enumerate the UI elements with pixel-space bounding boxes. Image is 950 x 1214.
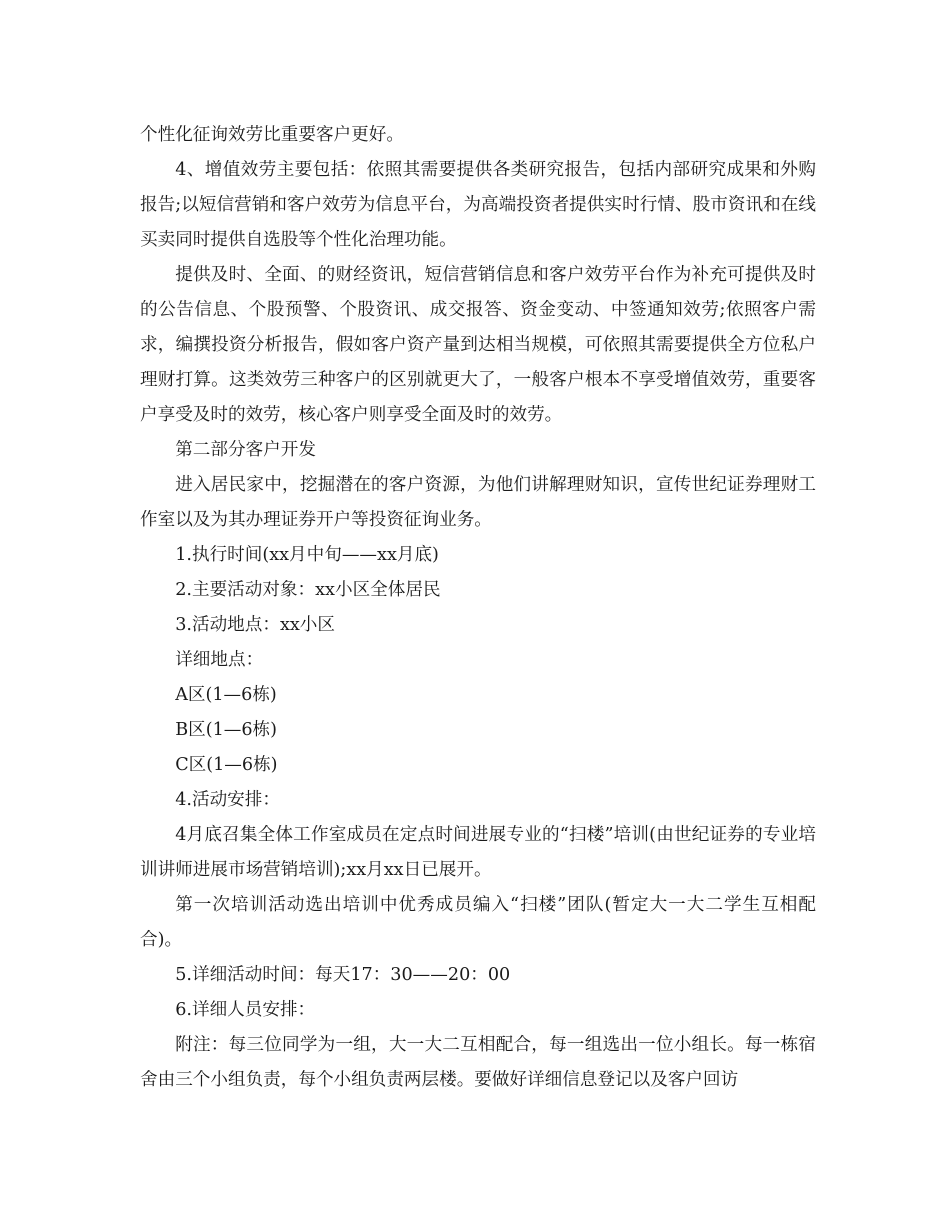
paragraph: A区(1—6栋) bbox=[175, 685, 277, 705]
paragraph: 1.执行时间(xx月中旬——xx月底) bbox=[175, 545, 439, 565]
paragraph: 进入居民家中，挖掘潜在的客户资源，为他们讲解理财知识，宣传世纪证券理财工作室以及为其办理证券开户等投资征询业务。 bbox=[140, 475, 816, 530]
paragraph: C区(1—6栋) bbox=[175, 755, 278, 775]
paragraph: 第二部分客户开发 bbox=[175, 440, 316, 460]
paragraph: 提供及时、全面、的财经资讯，短信营销信息和客户效劳平台作为补充可提供及时的公告信息、个股预警、个股资讯、成交报答、资金变动、中签通知效劳;依照客户需求，编撰投资分析报告，假如客户资产量到达相当规模，可依照其需要提供全方位私户理财打算。这类效劳三种客户的区别就更大了，一般客户根本不享受增值效劳，重要客户享受及时的效劳，核心客户则享受全面及时的效劳。 bbox=[140, 265, 816, 425]
paragraph: 4月底召集全体工作室成员在定点时间进展专业的“扫楼”培训(由世纪证券的专业培训讲师进展市场营销培训);xx月xx日已展开。 bbox=[140, 825, 816, 880]
paragraph: 第一次培训活动选出培训中优秀成员编入“扫楼”团队(暂定大一大二学生互相配合)。 bbox=[140, 895, 816, 950]
paragraph: 2.主要活动对象：xx小区全体居民 bbox=[175, 580, 441, 600]
paragraph: B区(1—6栋) bbox=[175, 720, 278, 740]
paragraph: 个性化征询效劳比重要客户更好。 bbox=[140, 125, 404, 145]
paragraph: 附注：每三位同学为一组，大一大二互相配合，每一组选出一位小组长。每一栋宿舍由三个小组负责，每个小组负责两层楼。要做好详细信息登记以及客户回访 bbox=[140, 1035, 816, 1090]
paragraph: 5.详细活动时间：每天17：30——20：00 bbox=[175, 965, 511, 985]
paragraph: 6.详细人员安排： bbox=[175, 1000, 316, 1020]
paragraph: 3.活动地点：xx小区 bbox=[175, 615, 335, 635]
paragraph: 4.活动安排： bbox=[175, 790, 280, 810]
document-body bbox=[140, 118, 816, 1098]
paragraph: 4、增值效劳主要包括：依照其需要提供各类研究报告，包括内部研究成果和外购报告;以短信营销和客户效劳为信息平台，为高端投资者提供实时行情、股市资讯和在线买卖同时提供自选股等个性化治理功能。 bbox=[140, 160, 816, 250]
paragraph: 详细地点： bbox=[175, 650, 264, 670]
